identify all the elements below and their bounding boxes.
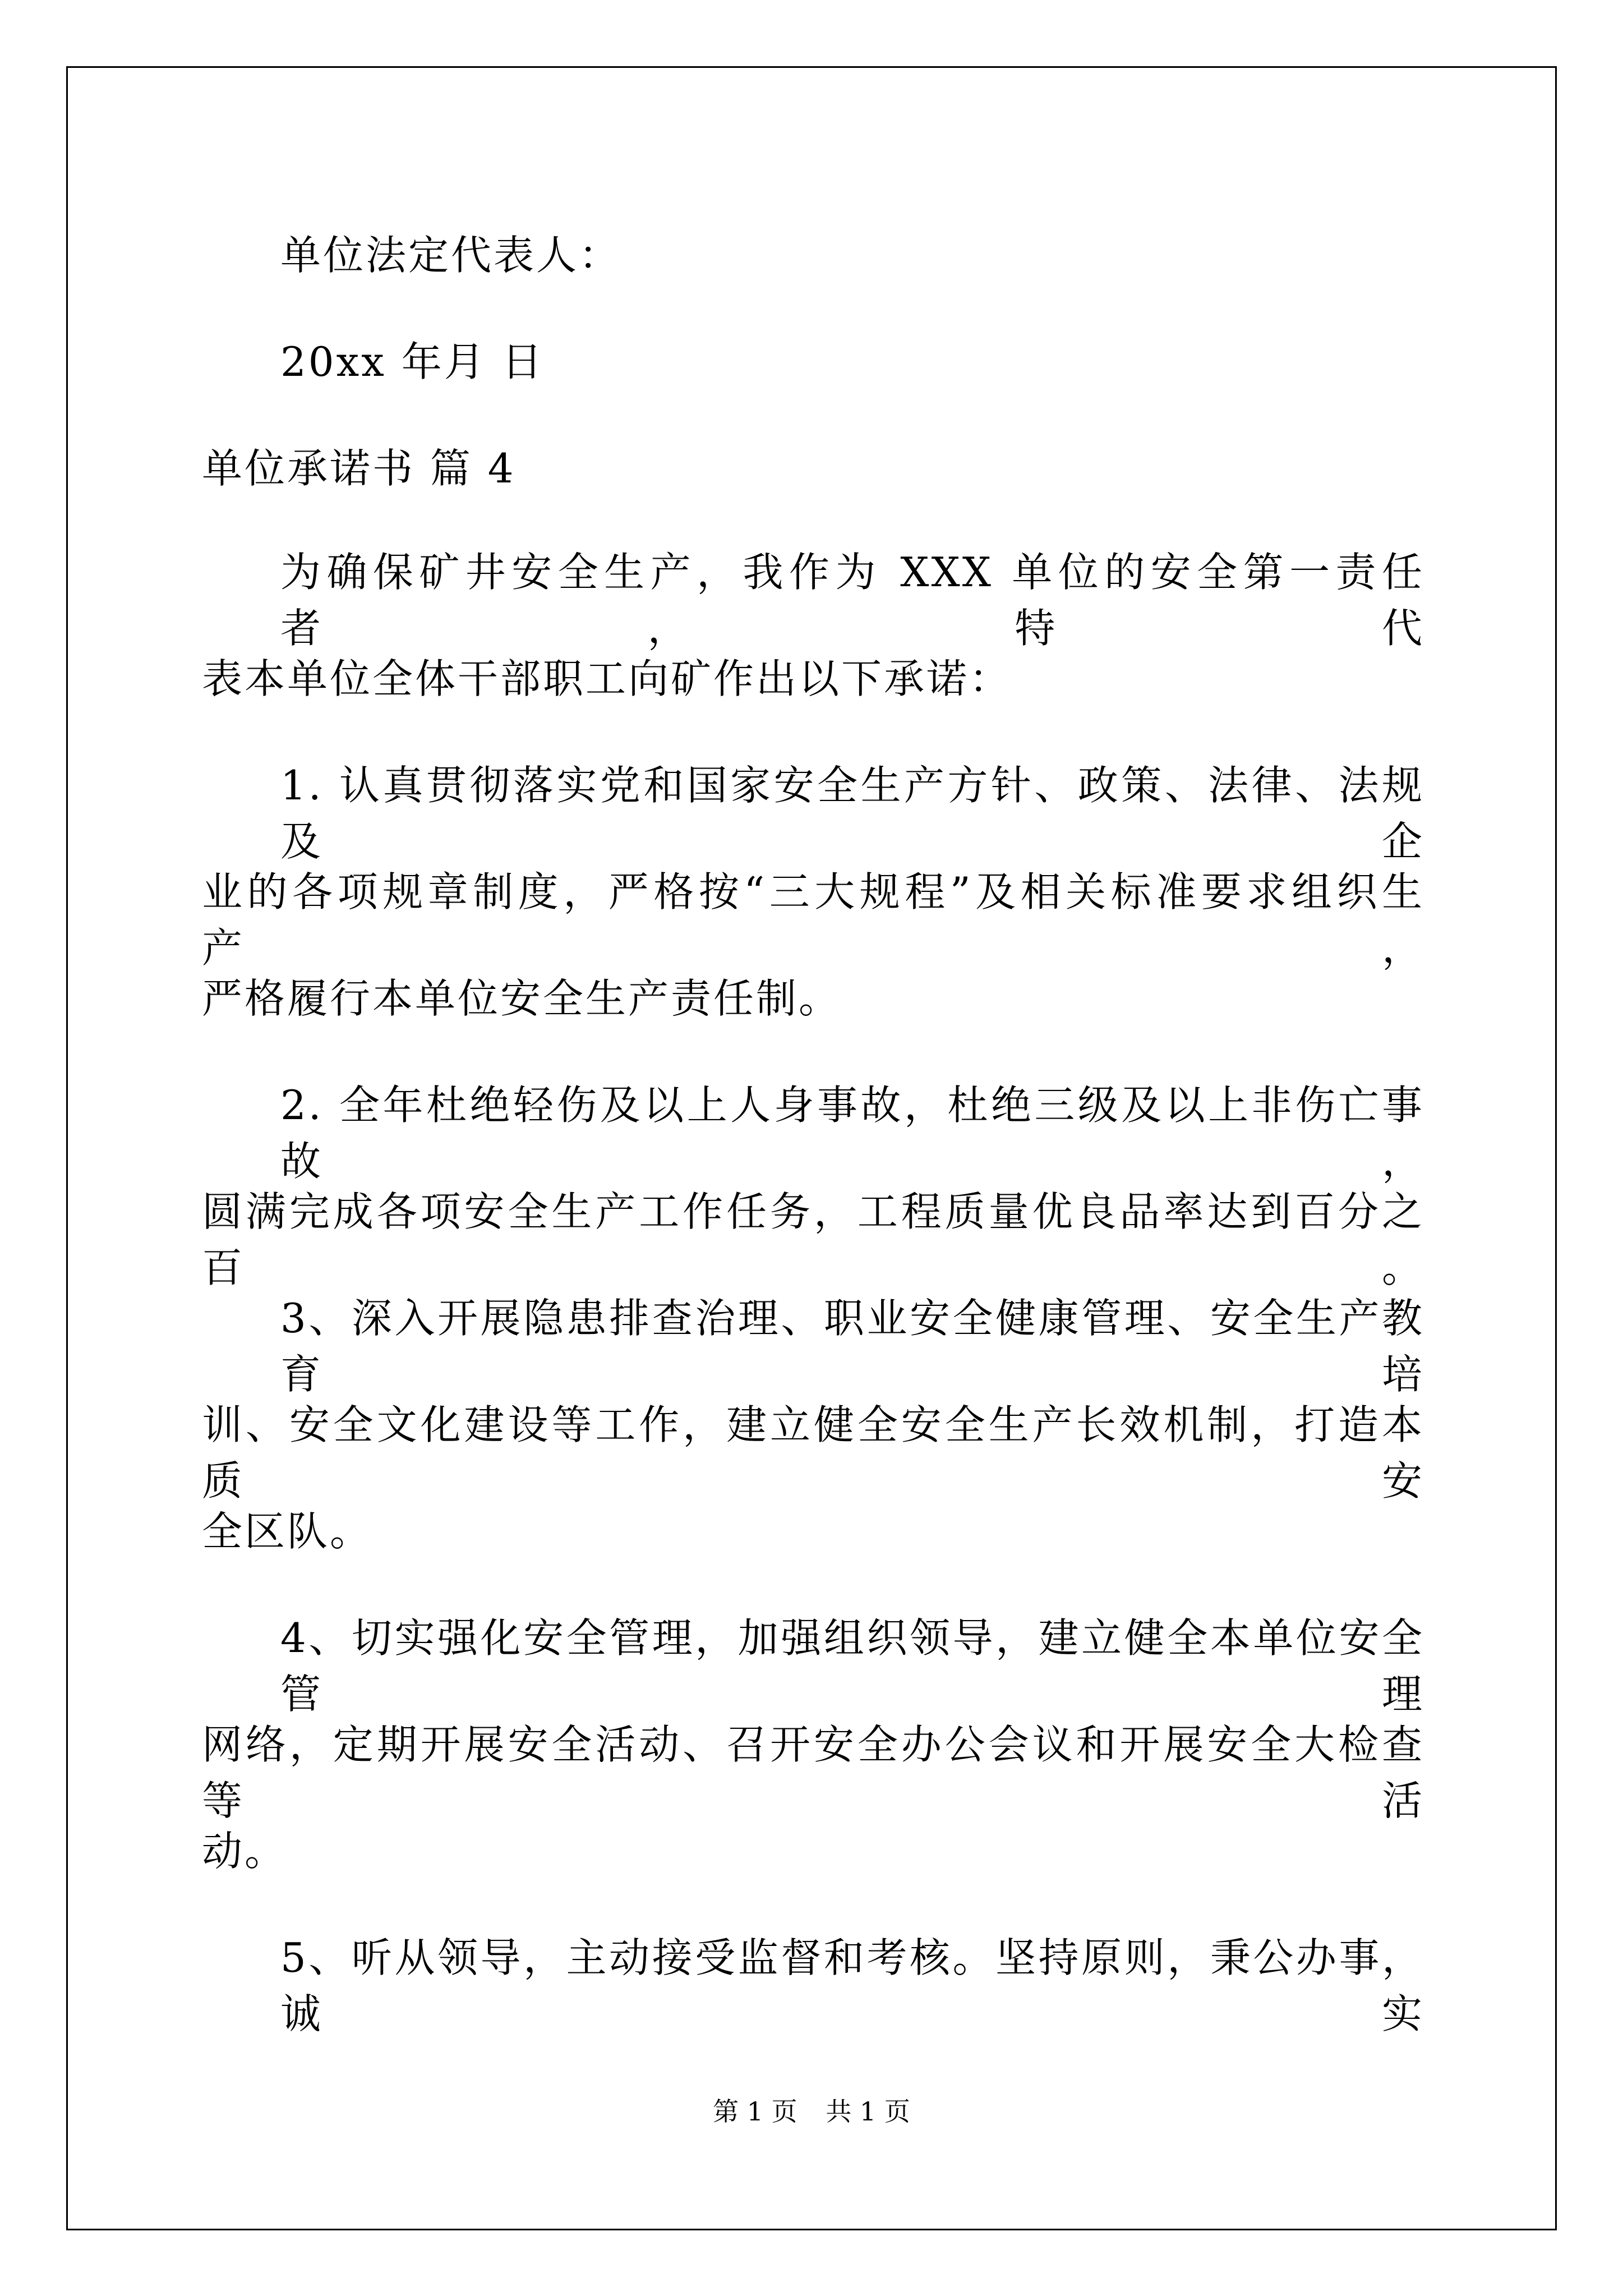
signature-label: 单位法定代表人： xyxy=(280,232,622,279)
paragraph-line: 2. 全年杜绝轻伤及以上人身事故，杜绝三级及以上非伤亡事故， xyxy=(280,1082,1424,1185)
page-footer xyxy=(0,2095,1623,2128)
paragraph-line: 表本单位全体干部职工向矿作出以下承诺： xyxy=(202,655,1012,702)
paragraph-line: 动。 xyxy=(202,1828,288,1875)
paragraph-line: 为确保矿井安全生产，我作为 XXX 单位的安全第一责任者，特代 xyxy=(280,549,1424,652)
paragraph-line: 圆满完成各项安全生产工作任务，工程质量优良品率达到百分之百。 xyxy=(202,1188,1424,1291)
paragraph-line: 训、安全文化建设等工作，建立健全安全生产长效机制，打造本质安 xyxy=(202,1401,1424,1504)
paragraph-line: 网络，定期开展安全活动、召开安全办公会议和开展安全大检查等活 xyxy=(202,1721,1424,1824)
paragraph-line: 1. 认真贯彻落实党和国家安全生产方针、政策、法律、法规及企 xyxy=(280,762,1424,865)
date-line: 20xx 年月 日 xyxy=(280,338,545,385)
paragraph-line: 3、深入开展隐患排查治理、职业安全健康管理、安全生产教育培 xyxy=(280,1295,1424,1398)
paragraph-line: 4、切实强化安全管理，加强组织领导，建立健全本单位安全管理 xyxy=(280,1614,1424,1718)
paragraph-line: 5、听从领导，主动接受监督和考核。坚持原则，秉公办事，诚实 xyxy=(280,1934,1424,2037)
total-pages: 共 1 页 xyxy=(826,2096,910,2127)
section-heading: 单位承诺书 篇 4 xyxy=(202,445,516,492)
paragraph-line: 业的各项规章制度，严格按“三大规程”及相关标准要求组织生产， xyxy=(202,868,1424,972)
paragraph-line: 严格履行本单位安全生产责任制。 xyxy=(202,975,842,1022)
paragraph-line: 全区队。 xyxy=(202,1508,373,1555)
page-number: 第 1 页 xyxy=(713,2096,797,2127)
